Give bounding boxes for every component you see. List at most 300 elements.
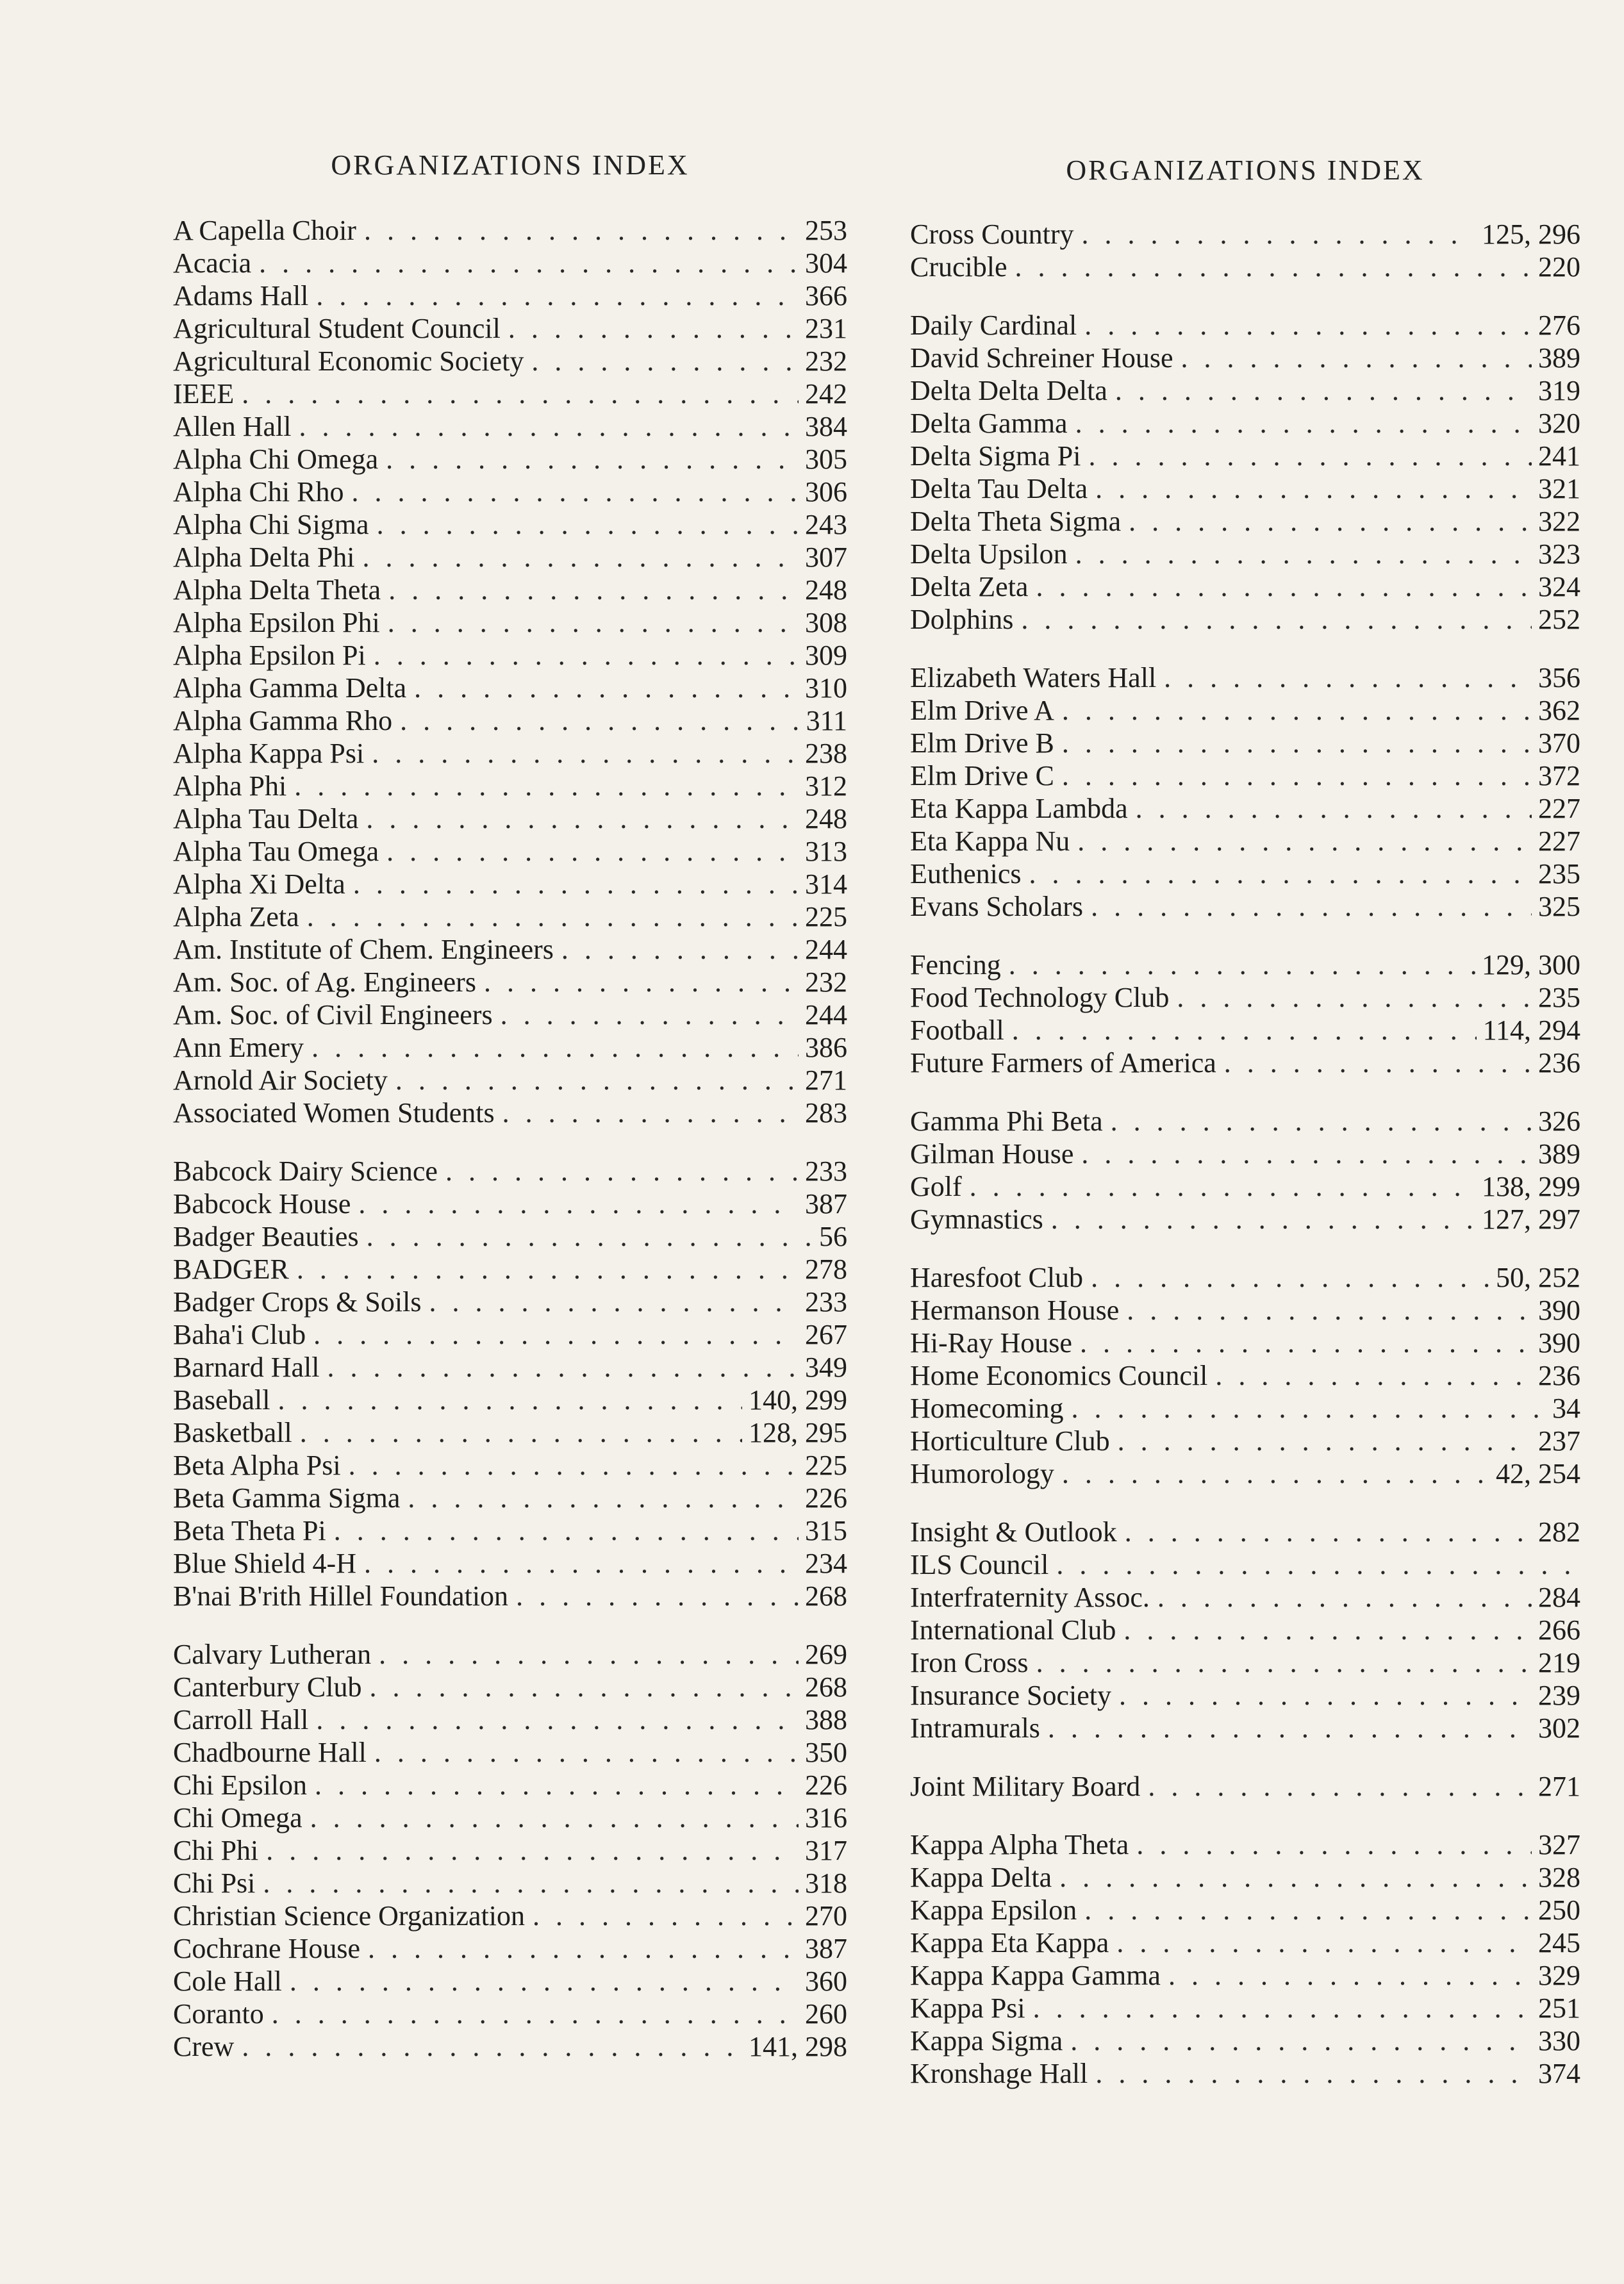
dot-leader bbox=[326, 1514, 799, 1547]
entry-name: Badger Crops & Soils bbox=[173, 1286, 422, 1318]
entry-name: Babcock House bbox=[173, 1188, 351, 1220]
entry-pages: 323 bbox=[1538, 538, 1580, 570]
entry-name: Kappa Kappa Gamma bbox=[910, 1960, 1161, 1991]
dot-leader bbox=[1054, 759, 1532, 792]
dot-leader bbox=[1022, 857, 1532, 890]
entry-name: Kappa Eta Kappa bbox=[910, 1927, 1109, 1958]
right-column-title: ORGANIZATIONS INDEX bbox=[1066, 154, 1425, 186]
dot-leader bbox=[1129, 1828, 1532, 1861]
entry-name: Iron Cross bbox=[910, 1647, 1029, 1678]
entry-pages: 238 bbox=[805, 738, 847, 769]
entry-pages: 248 bbox=[805, 803, 847, 834]
entry-name: Chi Omega bbox=[173, 1802, 302, 1833]
entry-pages: 318 bbox=[805, 1867, 847, 1899]
index-entry bbox=[173, 1064, 847, 1096]
entry-pages: 370 bbox=[1538, 727, 1580, 759]
entry-name: Intramurals bbox=[910, 1712, 1040, 1744]
entry-pages: 366 bbox=[805, 280, 847, 311]
entry-name: Elm Drive A bbox=[910, 695, 1054, 726]
entry-name: Golf bbox=[910, 1171, 962, 1202]
index-entry bbox=[910, 948, 1580, 981]
index-entry bbox=[173, 279, 847, 312]
index-entry bbox=[173, 1965, 847, 1998]
entry-pages: 244 bbox=[805, 934, 847, 965]
entry-pages: 128, 295 bbox=[749, 1417, 847, 1448]
entry-pages: 321 bbox=[1538, 473, 1580, 504]
entry-name: Alpha Gamma Delta bbox=[173, 672, 407, 704]
dot-leader bbox=[1121, 505, 1532, 538]
index-entry bbox=[173, 377, 847, 410]
entry-name: Euthenics bbox=[910, 858, 1022, 890]
entry-name: Elm Drive C bbox=[910, 760, 1054, 791]
index-entry bbox=[173, 1384, 847, 1416]
entry-name: Kronshage Hall bbox=[910, 2058, 1088, 2089]
entry-pages: 225 bbox=[805, 1450, 847, 1481]
entry-name: Elm Drive B bbox=[910, 727, 1054, 759]
dot-leader bbox=[1070, 825, 1532, 857]
index-entry bbox=[910, 661, 1580, 694]
index-entry bbox=[173, 574, 847, 606]
entry-pages: 270 bbox=[805, 1900, 847, 1932]
dot-leader bbox=[292, 1416, 742, 1449]
index-entry bbox=[910, 1646, 1580, 1679]
entry-pages: 42, 254 bbox=[1496, 1458, 1580, 1489]
index-entry bbox=[910, 1170, 1580, 1203]
index-entry bbox=[173, 1188, 847, 1220]
index-entry bbox=[173, 1351, 847, 1384]
group-gap bbox=[910, 1803, 1580, 1828]
entry-pages: 314 bbox=[805, 868, 847, 900]
entry-pages: 226 bbox=[805, 1769, 847, 1801]
dot-leader bbox=[264, 1998, 799, 2030]
entry-name: ILS Council bbox=[910, 1549, 1049, 1580]
entry-pages: 315 bbox=[805, 1515, 847, 1546]
index-entry bbox=[173, 900, 847, 933]
entry-name: Crucible bbox=[910, 251, 1007, 283]
entry-pages: 320 bbox=[1538, 408, 1580, 439]
entry-name: Am. Soc. of Ag. Engineers bbox=[173, 966, 476, 998]
entry-name: Beta Theta Pi bbox=[173, 1515, 326, 1546]
dot-leader bbox=[1107, 374, 1532, 407]
entry-name: Humorology bbox=[910, 1458, 1054, 1489]
entry-pages: 56 bbox=[819, 1221, 847, 1252]
entry-pages: 243 bbox=[805, 509, 847, 540]
dot-leader bbox=[307, 1769, 799, 1801]
entry-name: Baha'i Club bbox=[173, 1319, 306, 1350]
entry-name: Interfraternity Assoc. bbox=[910, 1582, 1150, 1613]
entry-pages: 326 bbox=[1538, 1105, 1580, 1137]
index-entry bbox=[173, 1769, 847, 1801]
entry-name: Agricultural Economic Society bbox=[173, 345, 524, 377]
index-entry bbox=[173, 1932, 847, 1965]
entry-pages: 232 bbox=[805, 345, 847, 377]
entry-pages: 322 bbox=[1538, 506, 1580, 537]
dot-leader bbox=[495, 1096, 799, 1129]
index-entry bbox=[173, 606, 847, 639]
dot-leader bbox=[1073, 218, 1475, 251]
entry-pages: 317 bbox=[805, 1835, 847, 1866]
entry-name: Acacia bbox=[173, 247, 252, 279]
dot-leader bbox=[1004, 1014, 1477, 1047]
entry-name: Basketball bbox=[173, 1417, 292, 1448]
dot-leader bbox=[554, 933, 799, 966]
dot-leader bbox=[1088, 472, 1532, 505]
entry-name: Delta Sigma Pi bbox=[910, 440, 1081, 472]
dot-leader bbox=[1116, 1614, 1532, 1646]
index-entry bbox=[910, 1327, 1580, 1359]
dot-leader bbox=[1077, 1894, 1532, 1926]
dot-leader bbox=[1161, 1959, 1532, 1992]
index-entry bbox=[910, 1894, 1580, 1926]
index-entry bbox=[173, 345, 847, 377]
index-entry bbox=[910, 603, 1580, 636]
dot-leader bbox=[1081, 440, 1532, 472]
dot-leader bbox=[360, 1932, 799, 1965]
entry-name: Eta Kappa Nu bbox=[910, 825, 1070, 857]
index-entry bbox=[910, 342, 1580, 374]
index-entry bbox=[910, 505, 1580, 538]
index-entry bbox=[173, 541, 847, 574]
dot-leader bbox=[356, 214, 799, 247]
group-gap bbox=[910, 923, 1580, 948]
index-entry bbox=[910, 1828, 1580, 1861]
dot-leader bbox=[358, 802, 799, 835]
entry-name: International Club bbox=[910, 1614, 1116, 1646]
dot-leader bbox=[421, 1286, 799, 1318]
group-gap bbox=[173, 1612, 847, 1638]
entry-name: Evans Scholars bbox=[910, 891, 1084, 922]
entry-pages: 316 bbox=[805, 1802, 847, 1833]
dot-leader bbox=[1054, 1457, 1489, 1490]
dot-leader bbox=[1073, 1138, 1532, 1170]
entry-name: Alpha Epsilon Phi bbox=[173, 607, 380, 638]
entry-name: Hi-Ray House bbox=[910, 1327, 1072, 1359]
entry-name: Alpha Chi Omega bbox=[173, 443, 379, 475]
entry-name: Joint Military Board bbox=[910, 1771, 1141, 1802]
entry-pages: 310 bbox=[805, 672, 847, 704]
entry-name: Cochrane House bbox=[173, 1933, 361, 1964]
index-entry bbox=[173, 312, 847, 345]
entry-name: IEEE bbox=[173, 378, 235, 410]
entry-pages: 138, 299 bbox=[1482, 1171, 1580, 1202]
entry-name: Eta Kappa Lambda bbox=[910, 793, 1128, 824]
dot-leader bbox=[1013, 603, 1532, 636]
index-entry bbox=[910, 759, 1580, 792]
entry-name: Cole Hall bbox=[173, 1965, 282, 1997]
dot-leader bbox=[1111, 1679, 1532, 1712]
dot-leader bbox=[1119, 1294, 1532, 1327]
entry-pages: 234 bbox=[805, 1548, 847, 1579]
entry-pages: 271 bbox=[1538, 1771, 1580, 1802]
entry-name: Insurance Society bbox=[910, 1680, 1111, 1711]
dot-leader bbox=[1109, 1926, 1532, 1959]
dot-leader bbox=[289, 1253, 799, 1286]
entry-name: Adams Hall bbox=[173, 280, 309, 311]
entry-name: Kappa Psi bbox=[910, 1992, 1025, 2024]
entry-name: Alpha Chi Rho bbox=[173, 476, 344, 508]
entry-pages: 282 bbox=[1538, 1516, 1580, 1548]
entry-name: Homecoming bbox=[910, 1393, 1064, 1424]
entry-name: Baseball bbox=[173, 1384, 270, 1416]
entry-pages: 268 bbox=[805, 1671, 847, 1703]
index-entry bbox=[910, 1516, 1580, 1548]
entry-pages: 226 bbox=[805, 1482, 847, 1514]
index-entry bbox=[910, 1614, 1580, 1646]
entry-name: Canterbury Club bbox=[173, 1671, 362, 1703]
dot-leader bbox=[356, 1547, 799, 1580]
entry-name: Alpha Gamma Rho bbox=[173, 705, 393, 736]
dot-leader bbox=[308, 279, 799, 312]
entry-pages: 251 bbox=[1538, 1992, 1580, 2024]
index-entry bbox=[173, 672, 847, 704]
entry-name: Kappa Alpha Theta bbox=[910, 1829, 1129, 1860]
entry-pages: 360 bbox=[805, 1965, 847, 1997]
entry-name: Blue Shield 4-H bbox=[173, 1548, 356, 1579]
left-column-title: ORGANIZATIONS INDEX bbox=[331, 149, 690, 181]
entry-pages: 225 bbox=[805, 901, 847, 932]
dot-leader bbox=[1117, 1516, 1532, 1548]
entry-pages: 220 bbox=[1538, 251, 1580, 283]
dot-leader bbox=[369, 508, 799, 541]
index-entry bbox=[173, 1867, 847, 1899]
entry-pages: 356 bbox=[1538, 662, 1580, 693]
index-entry bbox=[910, 792, 1580, 825]
entry-pages: 309 bbox=[805, 640, 847, 671]
entry-name: Cross Country bbox=[910, 219, 1074, 250]
dot-leader bbox=[359, 1220, 813, 1253]
index-entry bbox=[173, 2030, 847, 2063]
entry-pages: 237 bbox=[1538, 1425, 1580, 1457]
index-entry bbox=[173, 410, 847, 443]
entry-name: Alpha Tau Delta bbox=[173, 803, 359, 834]
index-entry bbox=[910, 727, 1580, 759]
dot-leader bbox=[1088, 2057, 1532, 2090]
dot-leader bbox=[1040, 1712, 1532, 1744]
entry-pages: 330 bbox=[1538, 2025, 1580, 2056]
entry-pages: 305 bbox=[805, 443, 847, 475]
index-entry bbox=[173, 1580, 847, 1612]
dot-leader bbox=[1150, 1581, 1532, 1614]
index-entry bbox=[173, 1899, 847, 1932]
dot-leader bbox=[392, 704, 799, 737]
index-entry bbox=[910, 1203, 1580, 1236]
group-gap bbox=[910, 636, 1580, 661]
index-entry bbox=[173, 1671, 847, 1703]
entry-pages: 362 bbox=[1538, 695, 1580, 726]
index-entry bbox=[173, 1638, 847, 1671]
entry-pages: 260 bbox=[805, 1998, 847, 2030]
entry-pages: 276 bbox=[1538, 310, 1580, 341]
dot-leader bbox=[1028, 570, 1532, 603]
dot-leader bbox=[371, 1638, 799, 1671]
index-entry bbox=[173, 1514, 847, 1547]
index-entry bbox=[173, 1998, 847, 2030]
entry-pages: 248 bbox=[805, 574, 847, 606]
index-entry bbox=[173, 1449, 847, 1482]
group-gap bbox=[910, 283, 1580, 309]
dot-leader bbox=[406, 672, 799, 704]
index-entry bbox=[173, 966, 847, 998]
index-entry bbox=[910, 1425, 1580, 1457]
index-entry bbox=[173, 1253, 847, 1286]
entry-pages: 267 bbox=[805, 1319, 847, 1350]
dot-leader bbox=[1054, 694, 1532, 727]
entry-pages: 390 bbox=[1538, 1327, 1580, 1359]
dot-leader bbox=[1043, 1203, 1475, 1236]
entry-pages: 350 bbox=[805, 1737, 847, 1768]
dot-leader bbox=[366, 639, 799, 672]
entry-pages: 233 bbox=[805, 1155, 847, 1187]
entry-pages: 324 bbox=[1538, 571, 1580, 602]
dot-leader bbox=[302, 1801, 799, 1834]
group-gap bbox=[910, 1236, 1580, 1261]
dot-leader bbox=[508, 1580, 799, 1612]
index-entry bbox=[173, 1482, 847, 1514]
dot-leader bbox=[1007, 251, 1532, 283]
index-entry bbox=[910, 1712, 1580, 1744]
entry-name: Carroll Hall bbox=[173, 1704, 309, 1735]
entry-name: Coranto bbox=[173, 1998, 264, 2030]
entry-pages: 241 bbox=[1538, 440, 1580, 472]
entry-pages: 141, 298 bbox=[749, 2031, 847, 2062]
entry-name: Future Farmers of America bbox=[910, 1047, 1216, 1079]
dot-leader bbox=[501, 312, 799, 345]
entry-pages: 50, 252 bbox=[1496, 1262, 1580, 1293]
dot-leader bbox=[367, 1736, 799, 1769]
index-entry bbox=[173, 1834, 847, 1867]
index-entry bbox=[910, 1105, 1580, 1138]
entry-pages: 284 bbox=[1538, 1582, 1580, 1613]
index-entry bbox=[173, 933, 847, 966]
entry-name: Home Economics Council bbox=[910, 1360, 1208, 1391]
index-entry bbox=[910, 1992, 1580, 2024]
entry-pages: 387 bbox=[805, 1933, 847, 1964]
dot-leader bbox=[381, 574, 799, 606]
dot-leader bbox=[1169, 981, 1532, 1014]
index-entry bbox=[173, 1318, 847, 1351]
entry-name: Horticulture Club bbox=[910, 1425, 1110, 1457]
entry-name: Beta Alpha Psi bbox=[173, 1450, 341, 1481]
entry-name: Alpha Chi Sigma bbox=[173, 509, 369, 540]
index-entry bbox=[173, 998, 847, 1031]
group-gap bbox=[173, 1129, 847, 1155]
entry-pages: 386 bbox=[805, 1032, 847, 1063]
entry-name: Kappa Epsilon bbox=[910, 1894, 1077, 1926]
entry-pages: 235 bbox=[1538, 982, 1580, 1013]
entry-name: Calvary Lutheran bbox=[173, 1639, 372, 1670]
entry-pages: 328 bbox=[1538, 1862, 1580, 1893]
entry-pages: 307 bbox=[805, 542, 847, 573]
entry-name: Kappa Delta bbox=[910, 1862, 1052, 1893]
entry-name: Beta Gamma Sigma bbox=[173, 1482, 401, 1514]
index-entry bbox=[910, 1261, 1580, 1294]
dot-leader bbox=[364, 737, 799, 770]
dot-leader bbox=[258, 1834, 799, 1867]
entry-name: Arnold Air Society bbox=[173, 1064, 388, 1096]
dot-leader bbox=[282, 1965, 799, 1998]
entry-name: Dolphins bbox=[910, 604, 1014, 635]
entry-pages: 127, 297 bbox=[1482, 1204, 1580, 1235]
dot-leader bbox=[345, 868, 799, 900]
dot-leader bbox=[378, 443, 799, 476]
dot-leader bbox=[299, 900, 799, 933]
entry-name: Alpha Delta Theta bbox=[173, 574, 381, 606]
entry-name: Chi Epsilon bbox=[173, 1769, 308, 1801]
entry-pages: 266 bbox=[1538, 1614, 1580, 1646]
entry-pages: 140, 299 bbox=[749, 1384, 847, 1416]
entry-name: Delta Gamma bbox=[910, 408, 1068, 439]
index-entry bbox=[173, 443, 847, 476]
entry-name: David Schreiner House bbox=[910, 342, 1173, 374]
index-entry bbox=[910, 1457, 1580, 1490]
entry-name: Chi Psi bbox=[173, 1867, 256, 1899]
index-entry bbox=[910, 570, 1580, 603]
entry-name: Allen Hall bbox=[173, 411, 292, 442]
index-entry bbox=[173, 1703, 847, 1736]
index-entry bbox=[173, 1416, 847, 1449]
index-entry bbox=[910, 1014, 1580, 1047]
index-entry bbox=[910, 2057, 1580, 2090]
index-entry bbox=[910, 1294, 1580, 1327]
entry-pages: 302 bbox=[1538, 1712, 1580, 1744]
index-entry bbox=[173, 704, 847, 737]
index-entry bbox=[910, 1861, 1580, 1894]
dot-leader bbox=[1103, 1105, 1532, 1138]
dot-leader bbox=[525, 1899, 799, 1932]
index-entry bbox=[173, 1155, 847, 1188]
entry-name: Alpha Kappa Psi bbox=[173, 738, 365, 769]
index-entry bbox=[173, 247, 847, 279]
entry-pages: 283 bbox=[805, 1097, 847, 1129]
entry-pages: 349 bbox=[805, 1352, 847, 1383]
dot-leader bbox=[341, 1449, 799, 1482]
dot-leader bbox=[308, 1703, 799, 1736]
left-entries bbox=[173, 214, 847, 2063]
index-entry bbox=[173, 1736, 847, 1769]
dot-leader bbox=[493, 998, 799, 1031]
dot-leader bbox=[270, 1384, 742, 1416]
entry-name: Am. Soc. of Civil Engineers bbox=[173, 999, 493, 1030]
entry-name: Elizabeth Waters Hall bbox=[910, 662, 1157, 693]
entry-pages: 231 bbox=[805, 313, 847, 344]
dot-leader bbox=[1077, 309, 1532, 342]
entry-pages: 308 bbox=[805, 607, 847, 638]
dot-leader bbox=[1048, 1548, 1574, 1581]
entry-pages: 245 bbox=[1538, 1927, 1580, 1958]
index-entry bbox=[910, 825, 1580, 857]
entry-name: BADGER bbox=[173, 1254, 289, 1285]
entry-pages: 253 bbox=[805, 215, 847, 246]
index-entry bbox=[910, 1959, 1580, 1992]
dot-leader bbox=[1083, 890, 1532, 923]
dot-leader bbox=[234, 377, 799, 410]
entry-name: Alpha Delta Phi bbox=[173, 542, 355, 573]
index-entry bbox=[910, 472, 1580, 505]
dot-leader bbox=[1207, 1359, 1532, 1392]
group-gap bbox=[910, 1744, 1580, 1770]
index-entry bbox=[173, 639, 847, 672]
index-entry bbox=[910, 1138, 1580, 1170]
entry-name: Daily Cardinal bbox=[910, 310, 1077, 341]
entry-pages: 388 bbox=[805, 1704, 847, 1735]
entry-name: Fencing bbox=[910, 949, 1001, 981]
entry-pages: 389 bbox=[1538, 342, 1580, 374]
entry-pages: 325 bbox=[1538, 891, 1580, 922]
entry-pages: 233 bbox=[805, 1286, 847, 1318]
index-entry bbox=[173, 1547, 847, 1580]
entry-pages: 374 bbox=[1538, 2058, 1580, 2089]
entry-name: Alpha Epsilon Pi bbox=[173, 640, 366, 671]
